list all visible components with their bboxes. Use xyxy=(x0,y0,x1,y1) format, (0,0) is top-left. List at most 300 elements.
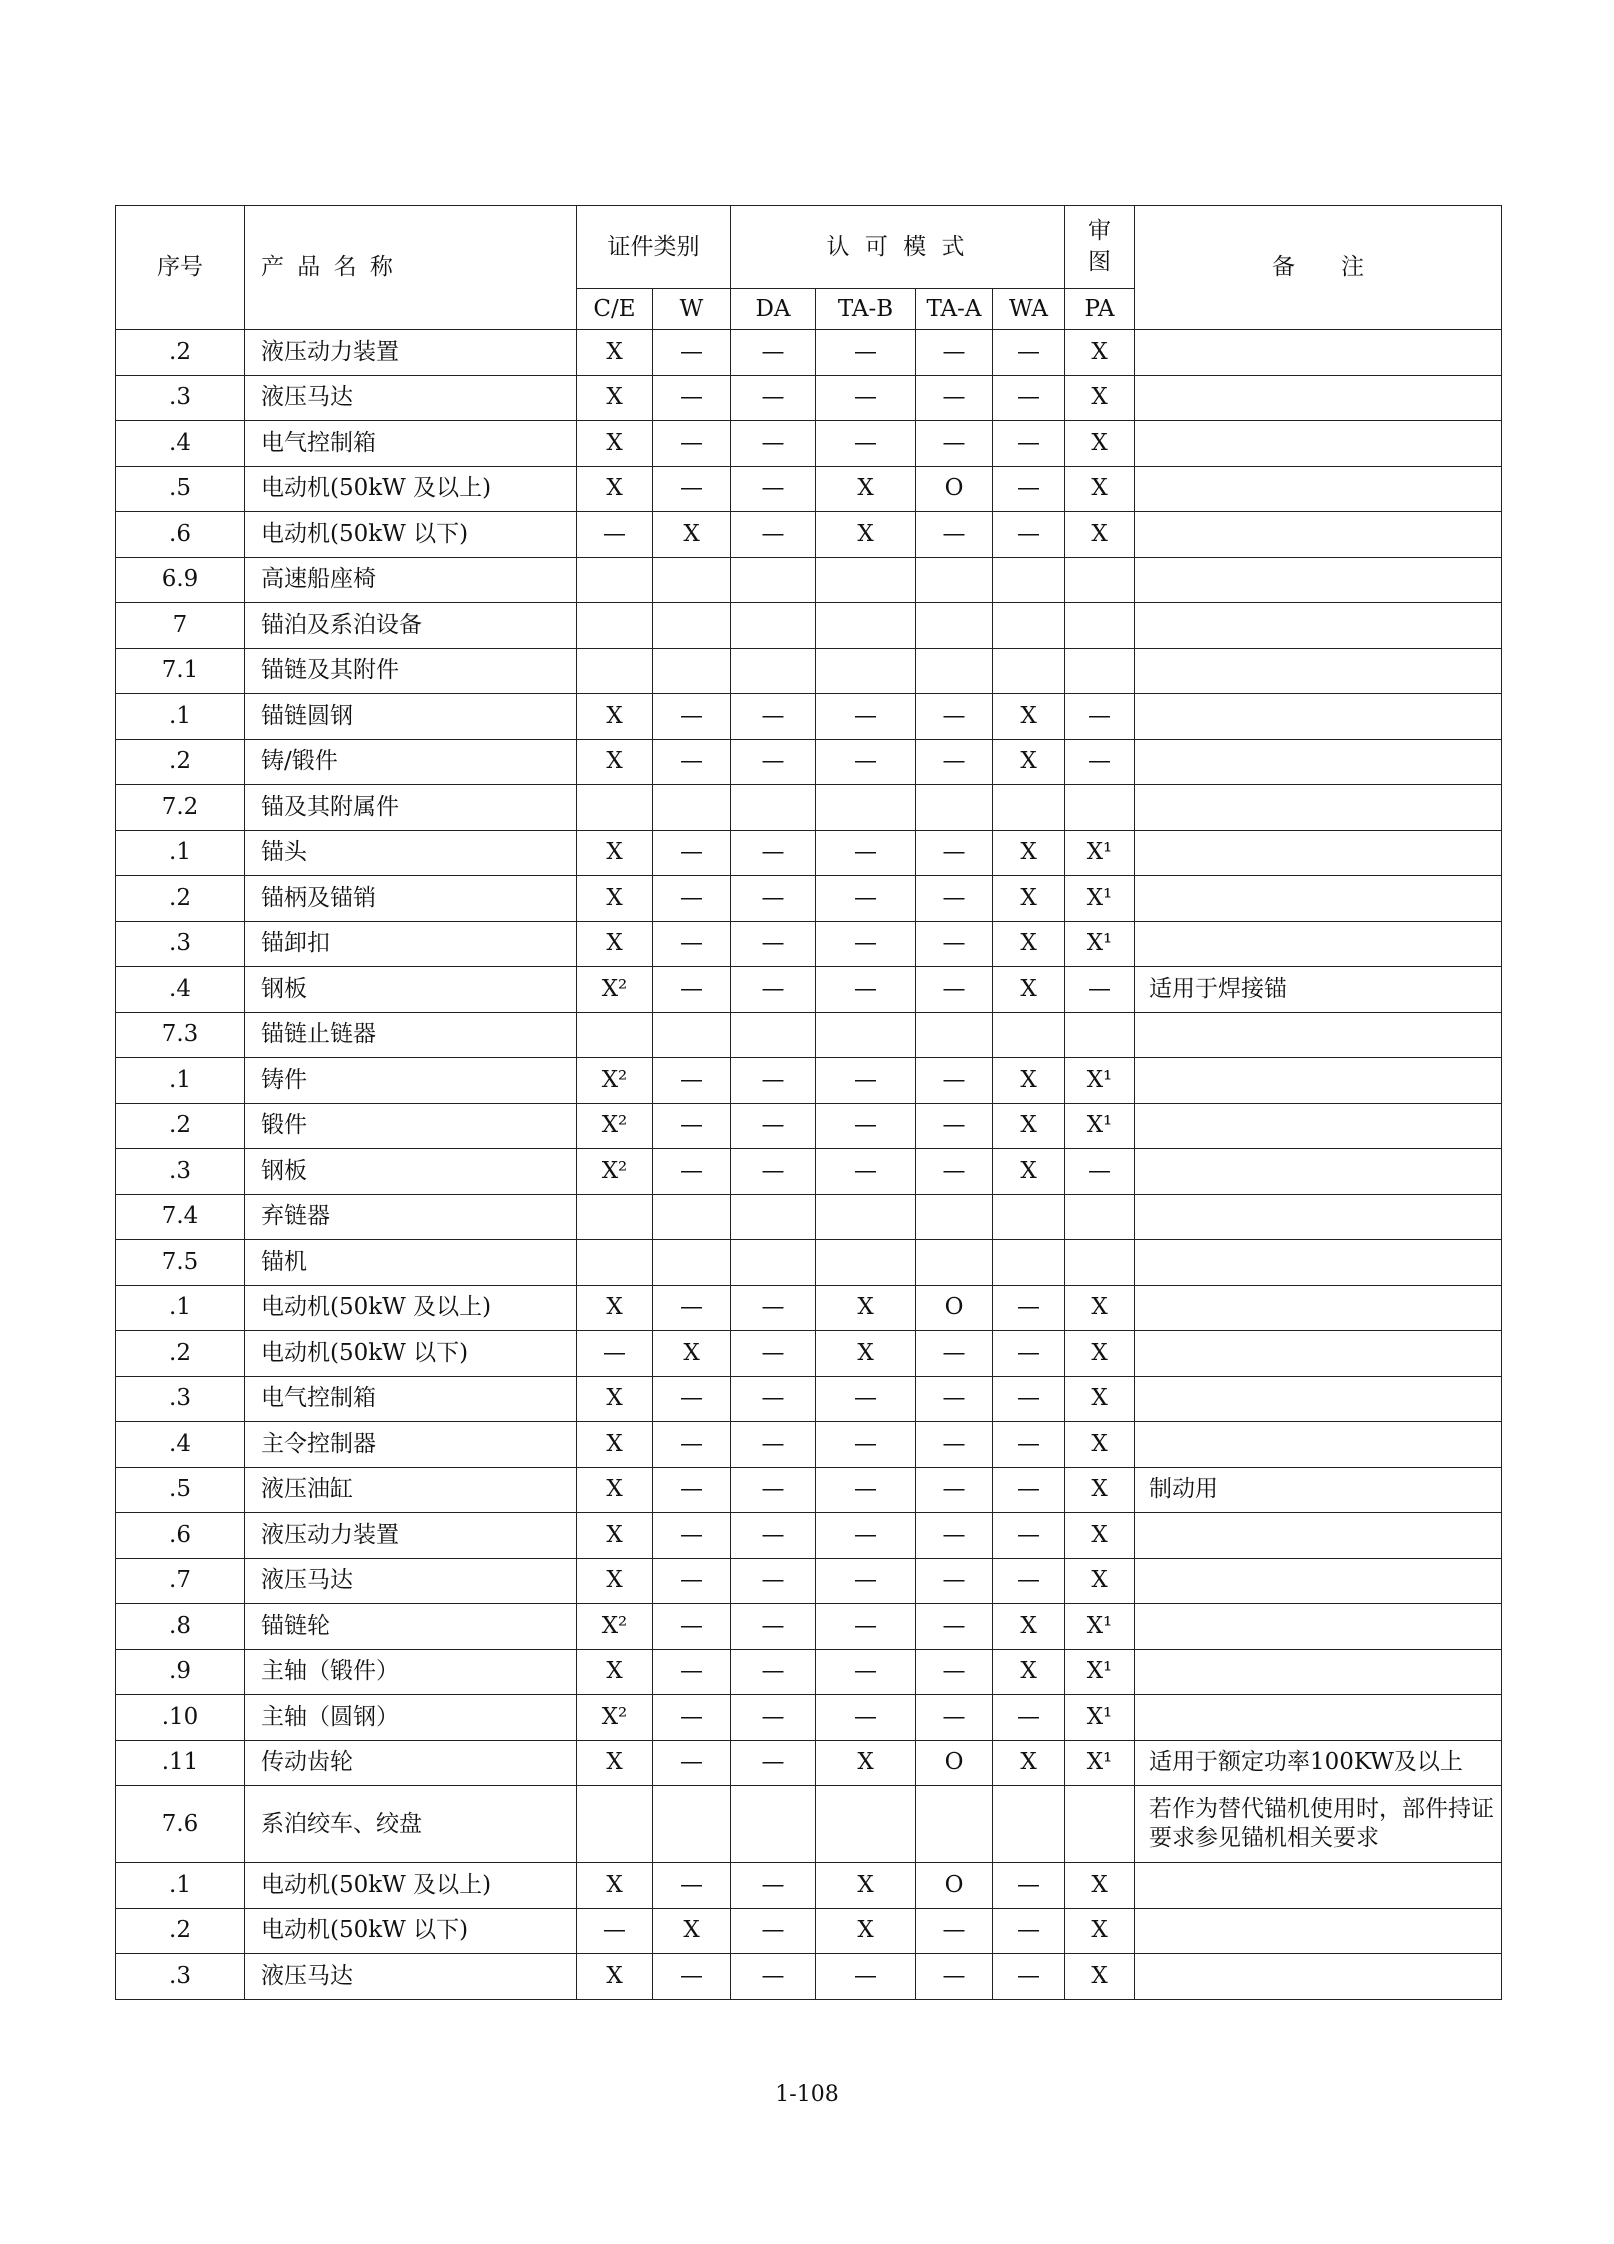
cell-ta-b: X xyxy=(816,1908,916,1954)
row-product-name: 锚链轮 xyxy=(245,1604,577,1650)
cell-w: — xyxy=(653,421,731,467)
row-product-name: 主轴（锻件） xyxy=(245,1649,577,1695)
table-row xyxy=(116,1786,1502,1863)
cell-wa: — xyxy=(993,1954,1065,2000)
cell-wa: X xyxy=(993,876,1065,922)
cell-w: — xyxy=(653,1103,731,1149)
cell-w: — xyxy=(653,1513,731,1559)
table-row xyxy=(116,1422,1502,1468)
table-row xyxy=(116,466,1502,512)
cell-pa: X xyxy=(1065,1467,1135,1513)
row-product-name: 主令控制器 xyxy=(245,1422,577,1468)
cell-ta-a: — xyxy=(916,1908,993,1954)
cell-da xyxy=(731,557,816,603)
row-seq: .10 xyxy=(116,1695,245,1741)
cell-wa xyxy=(993,1240,1065,1286)
cell-ta-b: — xyxy=(816,1103,916,1149)
cell-ta-b xyxy=(816,1012,916,1058)
cell-w: — xyxy=(653,1149,731,1195)
table-row xyxy=(116,1695,1502,1741)
cell-pa: X¹ xyxy=(1065,830,1135,876)
cell-da: — xyxy=(731,1604,816,1650)
table-row xyxy=(116,1558,1502,1604)
cell-pa: X xyxy=(1065,1863,1135,1909)
cell-da: — xyxy=(731,466,816,512)
table-row xyxy=(116,557,1502,603)
cell-ce: X xyxy=(577,739,653,785)
cell-w: — xyxy=(653,1467,731,1513)
row-seq: .11 xyxy=(116,1740,245,1786)
cell-ce: X xyxy=(577,1285,653,1331)
header-name: 产 品 名 称 xyxy=(245,206,577,330)
row-note xyxy=(1135,1149,1502,1195)
cell-da: — xyxy=(731,739,816,785)
cell-da: — xyxy=(731,512,816,558)
cell-wa: — xyxy=(993,1422,1065,1468)
cell-wa xyxy=(993,603,1065,649)
cell-ta-b: X xyxy=(816,466,916,512)
cell-pa xyxy=(1065,1786,1135,1863)
cell-ta-a: — xyxy=(916,876,993,922)
table-row xyxy=(116,694,1502,740)
cell-wa xyxy=(993,1194,1065,1240)
cell-w: — xyxy=(653,1376,731,1422)
cell-ta-b xyxy=(816,1194,916,1240)
cell-wa: X xyxy=(993,921,1065,967)
row-product-name: 锚及其附属件 xyxy=(245,785,577,831)
cell-da: — xyxy=(731,1058,816,1104)
cell-pa xyxy=(1065,785,1135,831)
cell-ce: X xyxy=(577,375,653,421)
cell-ta-a: — xyxy=(916,1467,993,1513)
row-seq: .2 xyxy=(116,1908,245,1954)
table-row xyxy=(116,1149,1502,1195)
row-product-name: 弃链器 xyxy=(245,1194,577,1240)
cell-pa xyxy=(1065,557,1135,603)
cell-ta-b: X xyxy=(816,1863,916,1909)
cell-pa: X¹ xyxy=(1065,1695,1135,1741)
table-row xyxy=(116,967,1502,1013)
table-row xyxy=(116,1649,1502,1695)
cell-ta-b: — xyxy=(816,1467,916,1513)
row-seq: .6 xyxy=(116,512,245,558)
row-product-name: 电动机(50kW 及以上) xyxy=(245,466,577,512)
cell-ta-a: — xyxy=(916,1103,993,1149)
cell-pa: X xyxy=(1065,1331,1135,1377)
table-row xyxy=(116,1376,1502,1422)
row-note xyxy=(1135,1558,1502,1604)
cell-w: — xyxy=(653,876,731,922)
cell-wa: X xyxy=(993,1149,1065,1195)
cell-da xyxy=(731,1240,816,1286)
row-seq: .2 xyxy=(116,330,245,376)
cell-pa: X xyxy=(1065,421,1135,467)
row-note xyxy=(1135,1103,1502,1149)
cell-ta-a: — xyxy=(916,375,993,421)
row-product-name: 锚柄及锚销 xyxy=(245,876,577,922)
row-seq: .2 xyxy=(116,1103,245,1149)
row-note xyxy=(1135,1194,1502,1240)
cell-ta-b: — xyxy=(816,375,916,421)
cell-pa xyxy=(1065,1240,1135,1286)
cell-pa: X xyxy=(1065,1954,1135,2000)
table-row xyxy=(116,421,1502,467)
cell-ce: X xyxy=(577,921,653,967)
cell-ta-b: — xyxy=(816,1376,916,1422)
cell-ce: X xyxy=(577,1863,653,1909)
cell-ta-b: — xyxy=(816,1649,916,1695)
cell-w: — xyxy=(653,694,731,740)
cell-wa: X xyxy=(993,830,1065,876)
header-col-wa: WA xyxy=(993,289,1065,330)
row-note xyxy=(1135,1422,1502,1468)
cell-ce: X xyxy=(577,1467,653,1513)
cell-ta-a: — xyxy=(916,1376,993,1422)
row-product-name: 锚链及其附件 xyxy=(245,648,577,694)
cell-da: — xyxy=(731,1149,816,1195)
cell-ce: — xyxy=(577,1331,653,1377)
cell-da: — xyxy=(731,330,816,376)
row-product-name: 锻件 xyxy=(245,1103,577,1149)
cell-ta-a: — xyxy=(916,967,993,1013)
row-note xyxy=(1135,603,1502,649)
cell-wa: — xyxy=(993,1695,1065,1741)
row-product-name: 电动机(50kW 及以上) xyxy=(245,1863,577,1909)
cell-ta-b: — xyxy=(816,1558,916,1604)
table-row xyxy=(116,648,1502,694)
cell-pa: X¹ xyxy=(1065,1103,1135,1149)
header-seq: 序号 xyxy=(116,206,245,330)
cell-wa: — xyxy=(993,466,1065,512)
cell-ta-a: O xyxy=(916,466,993,512)
row-note xyxy=(1135,557,1502,603)
table-row xyxy=(116,1058,1502,1104)
cell-wa: — xyxy=(993,421,1065,467)
cell-ta-b: — xyxy=(816,1954,916,2000)
row-product-name: 锚链止链器 xyxy=(245,1012,577,1058)
cell-ta-b: — xyxy=(816,1604,916,1650)
row-seq: 7.4 xyxy=(116,1194,245,1240)
row-product-name: 电气控制箱 xyxy=(245,1376,577,1422)
row-seq: 7.3 xyxy=(116,1012,245,1058)
cell-pa: X¹ xyxy=(1065,921,1135,967)
cell-ta-b: — xyxy=(816,1149,916,1195)
cell-w: — xyxy=(653,1285,731,1331)
cell-ta-b: — xyxy=(816,1058,916,1104)
cell-pa xyxy=(1065,1012,1135,1058)
row-note xyxy=(1135,1376,1502,1422)
cell-wa: X xyxy=(993,1058,1065,1104)
cell-ta-a xyxy=(916,1240,993,1286)
row-product-name: 钢板 xyxy=(245,967,577,1013)
row-product-name: 系泊绞车、绞盘 xyxy=(245,1786,577,1863)
cell-ce: X xyxy=(577,876,653,922)
row-product-name: 电动机(50kW 以下) xyxy=(245,1908,577,1954)
cell-ta-b: — xyxy=(816,1513,916,1559)
cell-ta-a: O xyxy=(916,1285,993,1331)
table-row xyxy=(116,375,1502,421)
cell-ta-a xyxy=(916,603,993,649)
cell-pa: X xyxy=(1065,1376,1135,1422)
cell-ta-b: X xyxy=(816,1285,916,1331)
row-note: 制动用 xyxy=(1135,1467,1502,1513)
row-product-name: 液压动力装置 xyxy=(245,330,577,376)
table-row xyxy=(116,512,1502,558)
row-note xyxy=(1135,375,1502,421)
cell-ta-b: — xyxy=(816,330,916,376)
cell-wa: — xyxy=(993,375,1065,421)
cell-wa: X xyxy=(993,1604,1065,1650)
table-row xyxy=(116,785,1502,831)
cell-da: — xyxy=(731,1422,816,1468)
cell-ce: X xyxy=(577,1740,653,1786)
cell-ta-a xyxy=(916,785,993,831)
header-col-w: W xyxy=(653,289,731,330)
table-row xyxy=(116,1012,1502,1058)
cell-pa: X¹ xyxy=(1065,876,1135,922)
cell-pa: X xyxy=(1065,375,1135,421)
cell-da: — xyxy=(731,1695,816,1741)
cell-wa: — xyxy=(993,1285,1065,1331)
cell-ta-b xyxy=(816,648,916,694)
cell-ce: X² xyxy=(577,1103,653,1149)
cell-ta-a xyxy=(916,1194,993,1240)
table-body xyxy=(116,330,1502,2000)
cell-ce xyxy=(577,1786,653,1863)
cell-ta-a: — xyxy=(916,694,993,740)
row-seq: .8 xyxy=(116,1604,245,1650)
row-seq: .2 xyxy=(116,1331,245,1377)
row-product-name: 液压马达 xyxy=(245,1558,577,1604)
cell-ce: X xyxy=(577,330,653,376)
cell-wa: — xyxy=(993,512,1065,558)
cell-ce: X xyxy=(577,1558,653,1604)
cell-wa: X xyxy=(993,694,1065,740)
row-seq: .2 xyxy=(116,739,245,785)
cell-da: — xyxy=(731,1103,816,1149)
cell-ta-a: O xyxy=(916,1740,993,1786)
cell-da: — xyxy=(731,1285,816,1331)
cell-ta-a: — xyxy=(916,1149,993,1195)
row-note: 若作为替代锚机使用时，部件持证要求参见锚机相关要求 xyxy=(1135,1786,1502,1863)
cell-pa: X¹ xyxy=(1065,1058,1135,1104)
row-note xyxy=(1135,1058,1502,1104)
row-seq: 7.2 xyxy=(116,785,245,831)
cell-da: — xyxy=(731,1331,816,1377)
cell-ta-a xyxy=(916,648,993,694)
row-seq: .5 xyxy=(116,466,245,512)
cell-ta-b: X xyxy=(816,1740,916,1786)
cell-w: — xyxy=(653,921,731,967)
table-row xyxy=(116,1103,1502,1149)
cell-ce: X xyxy=(577,1954,653,2000)
cell-ta-b: — xyxy=(816,1422,916,1468)
row-seq: .4 xyxy=(116,421,245,467)
cell-ta-a: — xyxy=(916,1058,993,1104)
row-product-name: 锚头 xyxy=(245,830,577,876)
row-product-name: 电动机(50kW 以下) xyxy=(245,1331,577,1377)
cell-ce: X² xyxy=(577,1604,653,1650)
table-row xyxy=(116,330,1502,376)
cell-w: X xyxy=(653,512,731,558)
cell-pa: X xyxy=(1065,1908,1135,1954)
header-col-ce: C/E xyxy=(577,289,653,330)
cell-ce: — xyxy=(577,1908,653,1954)
cell-ce: X xyxy=(577,1649,653,1695)
cell-w: — xyxy=(653,1058,731,1104)
row-seq: .4 xyxy=(116,1422,245,1468)
row-product-name: 液压动力装置 xyxy=(245,1513,577,1559)
row-note xyxy=(1135,1908,1502,1954)
table-row xyxy=(116,739,1502,785)
cell-ta-b xyxy=(816,1240,916,1286)
cell-w: X xyxy=(653,1331,731,1377)
certification-table xyxy=(115,205,1502,2000)
cell-ce xyxy=(577,603,653,649)
cell-ta-a: — xyxy=(916,330,993,376)
row-product-name: 锚卸扣 xyxy=(245,921,577,967)
cell-ta-b xyxy=(816,1786,916,1863)
row-note xyxy=(1135,330,1502,376)
cell-ta-b: X xyxy=(816,1331,916,1377)
cell-ce: X² xyxy=(577,967,653,1013)
row-note xyxy=(1135,921,1502,967)
row-note xyxy=(1135,421,1502,467)
row-seq: .1 xyxy=(116,694,245,740)
cell-pa: X xyxy=(1065,512,1135,558)
table-row xyxy=(116,1908,1502,1954)
row-seq: .1 xyxy=(116,1285,245,1331)
cell-wa: — xyxy=(993,1513,1065,1559)
cell-ta-b: — xyxy=(816,421,916,467)
cell-da: — xyxy=(731,1908,816,1954)
cell-w: X xyxy=(653,1908,731,1954)
cell-w: — xyxy=(653,1558,731,1604)
cell-w xyxy=(653,1240,731,1286)
row-product-name: 电动机(50kW 以下) xyxy=(245,512,577,558)
cell-da: — xyxy=(731,1376,816,1422)
cell-wa: X xyxy=(993,739,1065,785)
cell-ta-a: — xyxy=(916,1422,993,1468)
cell-w: — xyxy=(653,1695,731,1741)
row-seq: .3 xyxy=(116,1376,245,1422)
header-col-tab: TA-B xyxy=(816,289,916,330)
row-note xyxy=(1135,694,1502,740)
header-approval-group: 认 可 模 式 xyxy=(731,206,1065,289)
row-product-name: 铸件 xyxy=(245,1058,577,1104)
cell-ta-a: — xyxy=(916,830,993,876)
table-row xyxy=(116,1954,1502,2000)
cell-w: — xyxy=(653,1604,731,1650)
cell-pa xyxy=(1065,648,1135,694)
page-number: 1-108 xyxy=(775,2082,839,2107)
cell-ce: X xyxy=(577,1422,653,1468)
row-product-name: 高速船座椅 xyxy=(245,557,577,603)
cell-ce xyxy=(577,785,653,831)
cell-w: — xyxy=(653,466,731,512)
cell-w: — xyxy=(653,1422,731,1468)
row-note xyxy=(1135,1954,1502,2000)
row-seq: .5 xyxy=(116,1467,245,1513)
cell-ce: — xyxy=(577,512,653,558)
cell-da: — xyxy=(731,1649,816,1695)
row-note xyxy=(1135,1649,1502,1695)
table-row xyxy=(116,1604,1502,1650)
row-seq: .1 xyxy=(116,1058,245,1104)
table-row xyxy=(116,1740,1502,1786)
row-note xyxy=(1135,512,1502,558)
cell-da: — xyxy=(731,1954,816,2000)
table-row xyxy=(116,1285,1502,1331)
row-product-name: 电动机(50kW 及以上) xyxy=(245,1285,577,1331)
cell-da xyxy=(731,603,816,649)
cell-ta-a: — xyxy=(916,421,993,467)
cell-wa: — xyxy=(993,1467,1065,1513)
row-product-name: 铸/锻件 xyxy=(245,739,577,785)
cell-da: — xyxy=(731,830,816,876)
row-seq: .4 xyxy=(116,967,245,1013)
row-seq: 7 xyxy=(116,603,245,649)
cell-ta-a: — xyxy=(916,1513,993,1559)
cell-ta-b xyxy=(816,603,916,649)
cell-w xyxy=(653,1786,731,1863)
cell-da: — xyxy=(731,1558,816,1604)
row-seq: 6.9 xyxy=(116,557,245,603)
cell-ta-b: X xyxy=(816,512,916,558)
cell-w: — xyxy=(653,1954,731,2000)
cell-pa: X xyxy=(1065,1558,1135,1604)
cell-pa: — xyxy=(1065,1149,1135,1195)
row-product-name: 主轴（圆钢） xyxy=(245,1695,577,1741)
cell-wa: X xyxy=(993,1103,1065,1149)
cell-ta-a: — xyxy=(916,1695,993,1741)
cell-pa: X¹ xyxy=(1065,1740,1135,1786)
cell-w: — xyxy=(653,330,731,376)
cell-pa: X¹ xyxy=(1065,1649,1135,1695)
cell-pa: X xyxy=(1065,466,1135,512)
cell-w xyxy=(653,1012,731,1058)
cell-ce xyxy=(577,648,653,694)
cell-ta-a: — xyxy=(916,739,993,785)
header-row-1 xyxy=(116,206,1502,289)
row-seq: .3 xyxy=(116,1954,245,2000)
row-note xyxy=(1135,1331,1502,1377)
row-product-name: 液压马达 xyxy=(245,1954,577,2000)
cell-da: — xyxy=(731,876,816,922)
cell-wa xyxy=(993,648,1065,694)
cell-ta-a xyxy=(916,557,993,603)
cell-ce: X xyxy=(577,1513,653,1559)
cell-wa xyxy=(993,785,1065,831)
cell-wa: X xyxy=(993,1740,1065,1786)
cell-wa: — xyxy=(993,1863,1065,1909)
row-note xyxy=(1135,648,1502,694)
cell-da: — xyxy=(731,967,816,1013)
row-product-name: 液压马达 xyxy=(245,375,577,421)
cell-da: — xyxy=(731,921,816,967)
cell-w: — xyxy=(653,375,731,421)
cell-ta-b: — xyxy=(816,921,916,967)
row-seq: 7.1 xyxy=(116,648,245,694)
cell-ce: X² xyxy=(577,1695,653,1741)
cell-ce: X xyxy=(577,421,653,467)
cell-pa: X¹ xyxy=(1065,1604,1135,1650)
row-seq: .6 xyxy=(116,1513,245,1559)
cell-pa xyxy=(1065,603,1135,649)
cell-wa: — xyxy=(993,1376,1065,1422)
table-row xyxy=(116,876,1502,922)
row-note xyxy=(1135,830,1502,876)
